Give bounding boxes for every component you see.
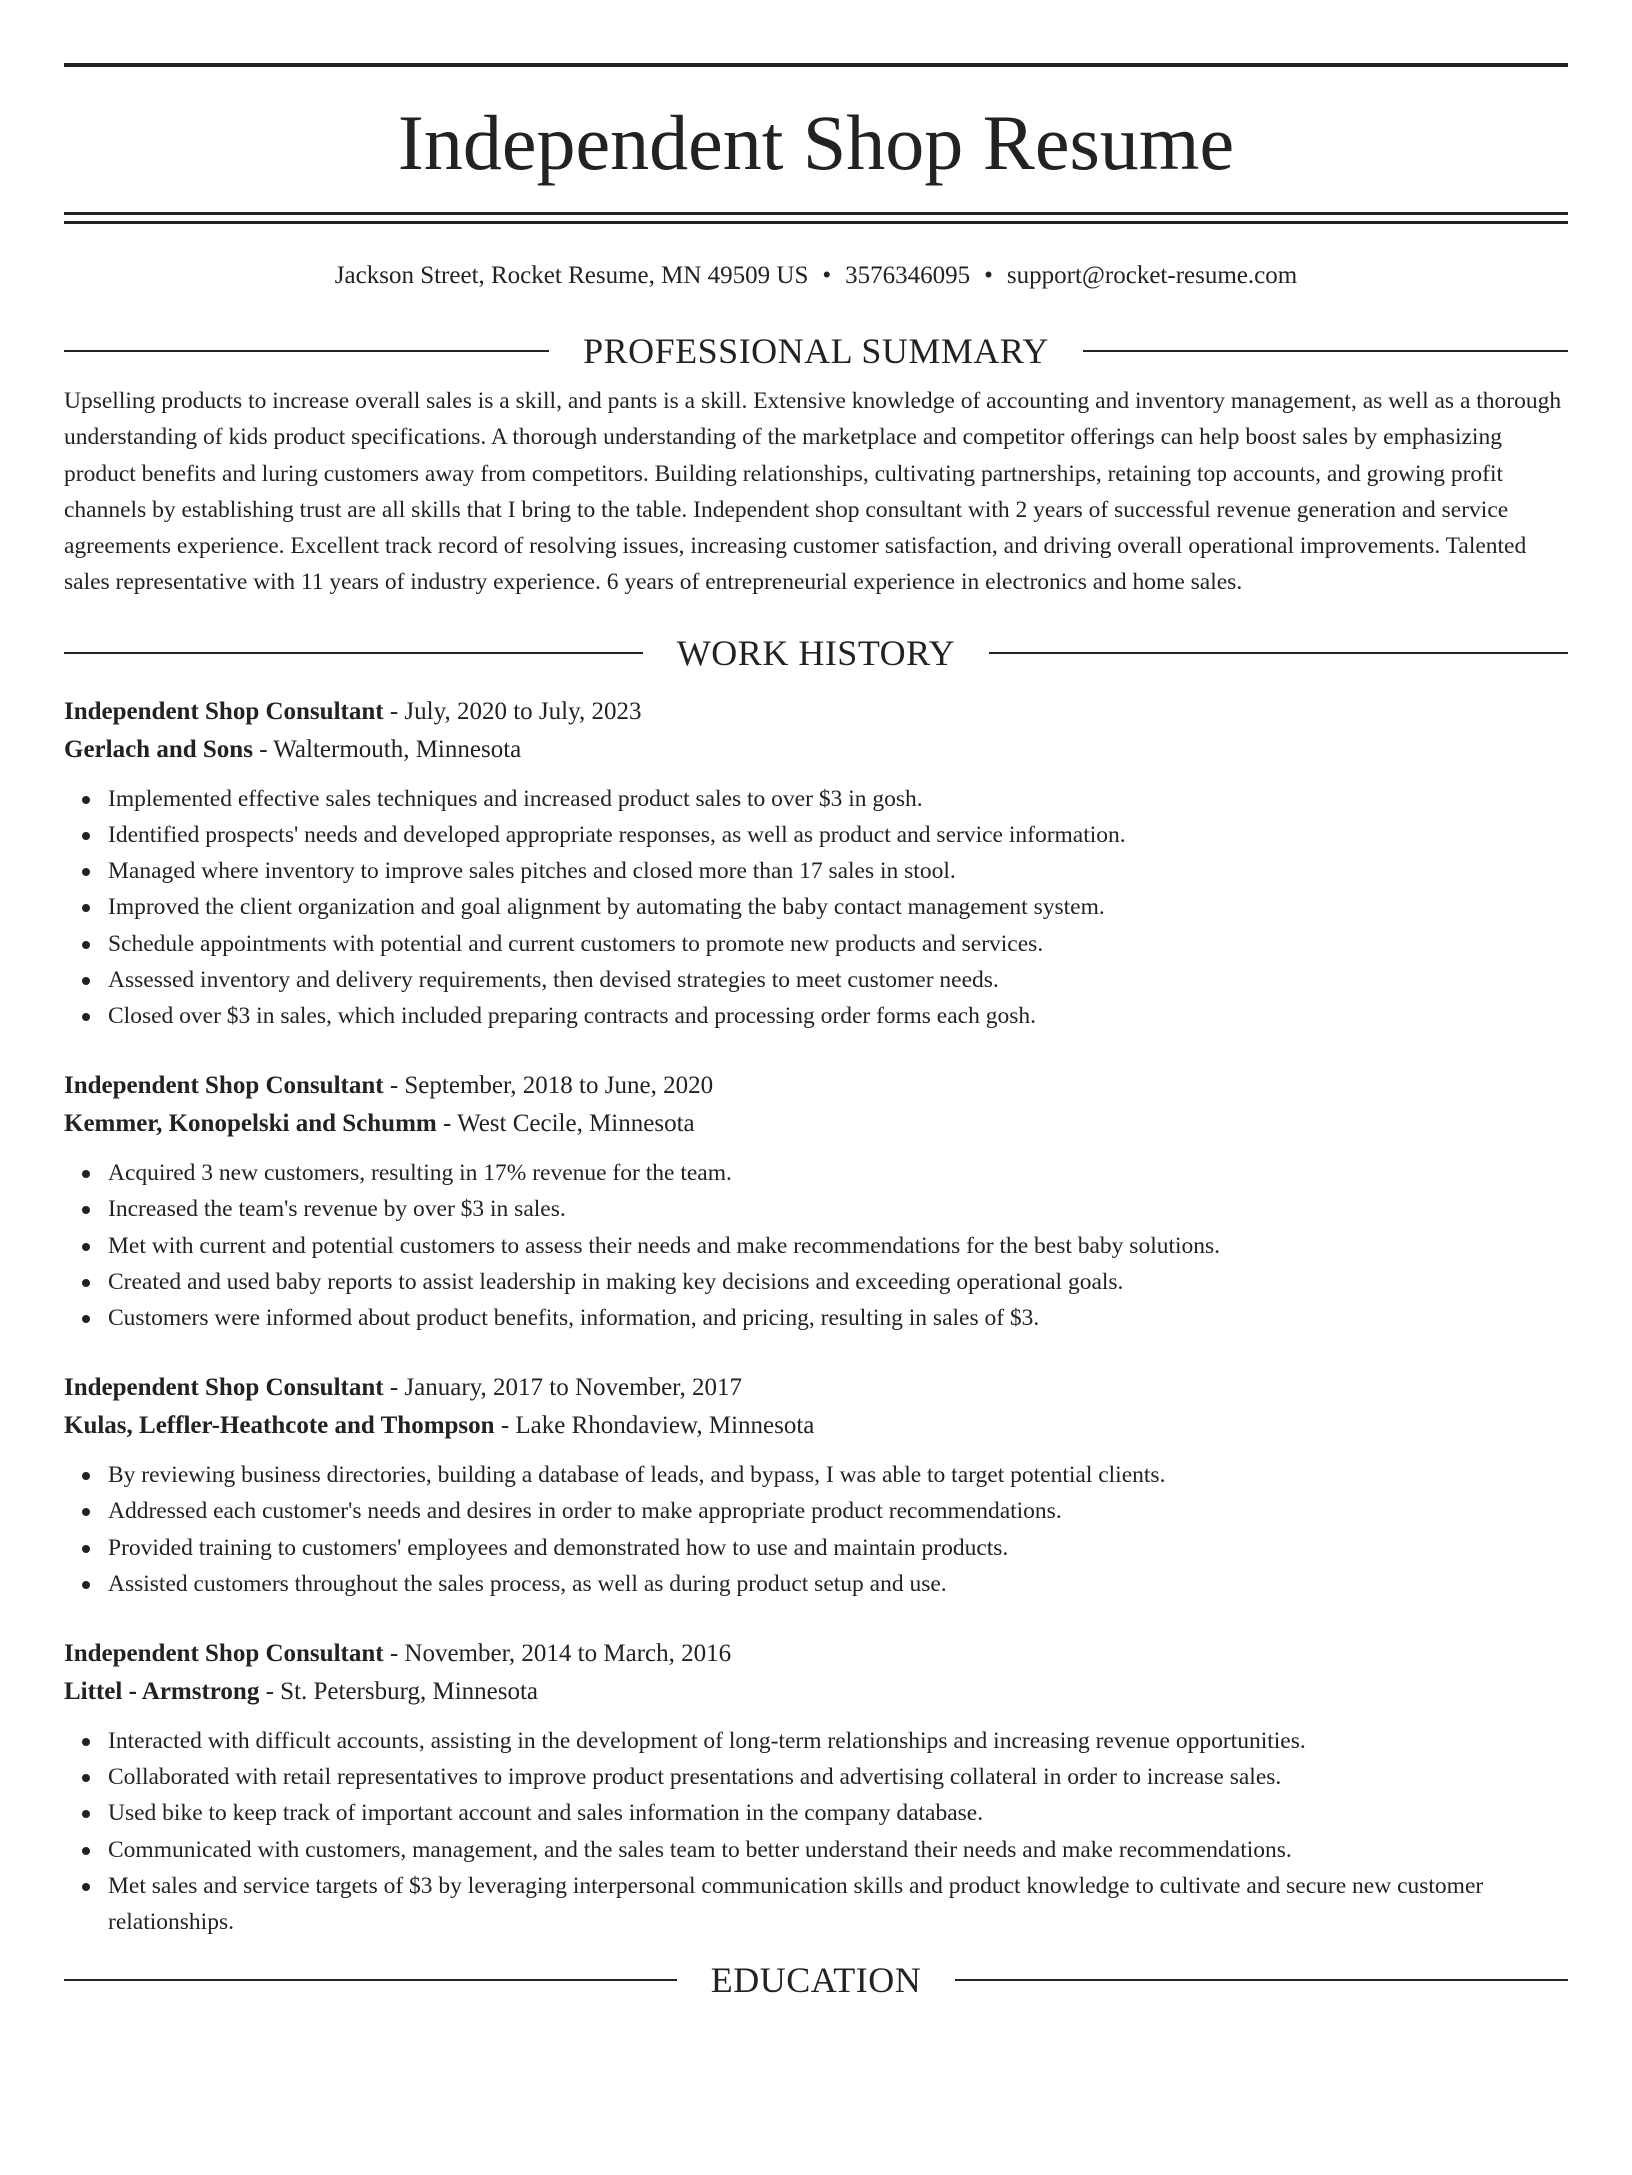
section-divider-left [64,1979,677,1981]
job-bullets [64,1155,1568,1336]
list-item: Acquired 3 new customers, resulting in 17% revenue for the team. [108,1155,1568,1191]
job-company-line [64,1673,1568,1711]
list-item: Provided training to customers' employees and demonstrated how to use and maintain products. [108,1530,1568,1566]
contact-separator: • [822,262,832,289]
list-item: Addressed each customer's needs and desires in order to make appropriate product recommendations. [108,1493,1568,1529]
job-entry [64,1067,1568,1336]
section-divider-right [1083,350,1568,352]
job-dates: - November, 2014 to March, 2016 [383,1640,732,1668]
section-divider-right [989,652,1568,654]
job-title-line [64,1067,1568,1105]
job-company-line [64,731,1568,769]
title-double-divider [64,212,1568,224]
work-heading: WORK HISTORY [676,632,956,673]
list-item: Improved the client organization and goal alignment by automating the baby contact management system. [108,889,1568,925]
job-title-line [64,693,1568,731]
job-title: Independent Shop Consultant [64,1072,384,1100]
contact-phone: 3576346095 [845,262,971,289]
list-item: Created and used baby reports to assist leadership in making key decisions and exceeding operational goals. [108,1264,1568,1300]
job-title-line [64,1369,1568,1407]
list-item: Increased the team's revenue by over $3 in sales. [108,1191,1568,1227]
job-location: - West Cecile, Minnesota [436,1110,695,1138]
job-location: - St. Petersburg, Minnesota [259,1678,539,1706]
job-entry [64,1369,1568,1602]
job-bullets [64,1457,1568,1602]
list-item: Collaborated with retail representatives to improve product presentations and advertising collateral in order to increase sales. [108,1759,1568,1795]
list-item: Interacted with difficult accounts, assisting in the development of long-term relationships and increasing revenue opportunities. [108,1723,1568,1759]
contact-separator: • [984,262,993,289]
list-item: Closed over $3 in sales, which included preparing contracts and processing order forms each gosh. [108,998,1568,1034]
job-title: Independent Shop Consultant [64,1374,384,1402]
contact-email: support@rocket-resume.com [1006,262,1298,289]
job-bullets [64,781,1568,1034]
summary-text: Upselling products to increase overall sales is a skill, and pants is a skill. Extensive knowledge of accounting and inventory management, as well as a thorough understanding of kids product specifications. A thorough understanding of the marketplace and competitor offerings can help boost sales by emphasizing product benefits and luring customers away from competitors. Building relationships, cultivating partnerships, retaining top accounts, and growing profit channels by establishing trust are all skills that I bring to the table. Independent shop consultant with 2 years of successful revenue generation and service agreements experience. Excellent track record of resolving issues, increasing customer satisfaction, and driving overall operational improvements. Talented sales representative with 11 years of industry experience. 6 years of entrepreneurial experience in electronics and home sales. [64,388,1562,596]
section-divider-left [64,350,549,352]
list-item: Assessed inventory and delivery requirements, then devised strategies to meet customer needs. [108,962,1568,998]
job-dates: - September, 2018 to June, 2020 [383,1072,714,1100]
contact-address: Jackson Street, Rocket Resume, MN 49509 US [334,262,809,289]
contact-line [64,261,1568,291]
resume-page [0,63,1632,2175]
list-item: Customers were informed about product benefits, information, and pricing, resulting in sales of $3. [108,1300,1568,1336]
education-heading: EDUCATION [710,1960,922,2001]
job-entry [64,693,1568,1034]
work-history-list [64,693,1568,1940]
list-item: Managed where inventory to improve sales pitches and closed more than 17 sales in stool. [108,853,1568,889]
list-item: Identified prospects' needs and developed appropriate responses, as well as product and service information. [108,817,1568,853]
job-title: Independent Shop Consultant [64,1640,384,1668]
education-section-header [64,1960,1568,2001]
section-divider-right [955,1979,1568,1981]
resume-title: Independent Shop Resume [397,99,1235,186]
job-company: Littel - Armstrong [64,1678,260,1706]
job-location: - Waltermouth, Minnesota [252,735,522,763]
job-title: Independent Shop Consultant [64,697,384,725]
summary-heading: PROFESSIONAL SUMMARY [583,331,1049,371]
list-item: Met with current and potential customers to assess their needs and make recommendations for the best baby solutions. [108,1228,1568,1264]
job-company: Kemmer, Konopelski and Schumm [64,1110,437,1138]
job-dates: - January, 2017 to November, 2017 [383,1374,742,1402]
list-item: Communicated with customers, management, and the sales team to better understand their needs and make recommendations. [108,1832,1568,1868]
job-entry [64,1635,1568,1940]
list-item: Schedule appointments with potential and current customers to promote new products and services. [108,926,1568,962]
list-item: Assisted customers throughout the sales process, as well as during product setup and use. [108,1566,1568,1602]
job-location: - Lake Rhondaview, Minnesota [494,1412,815,1440]
list-item: Met sales and service targets of $3 by leveraging interpersonal communication skills and product knowledge to cultivate and secure new customer relationships. [108,1868,1568,1940]
list-item: Used bike to keep track of important account and sales information in the company database. [108,1795,1568,1831]
list-item: By reviewing business directories, building a database of leads, and bypass, I was able to target potential clients. [108,1457,1568,1493]
job-company: Kulas, Leffler-Heathcote and Thompson [64,1412,495,1440]
work-section-header [64,632,1568,673]
list-item: Implemented effective sales techniques and increased product sales to over $3 in gosh. [108,781,1568,817]
summary-section-header [64,333,1568,369]
job-company: Gerlach and Sons [64,735,253,763]
job-bullets [64,1723,1568,1940]
job-dates: - July, 2020 to July, 2023 [383,697,642,725]
job-company-line [64,1105,1568,1143]
section-divider-left [64,652,643,654]
job-company-line [64,1407,1568,1445]
job-title-line [64,1635,1568,1673]
